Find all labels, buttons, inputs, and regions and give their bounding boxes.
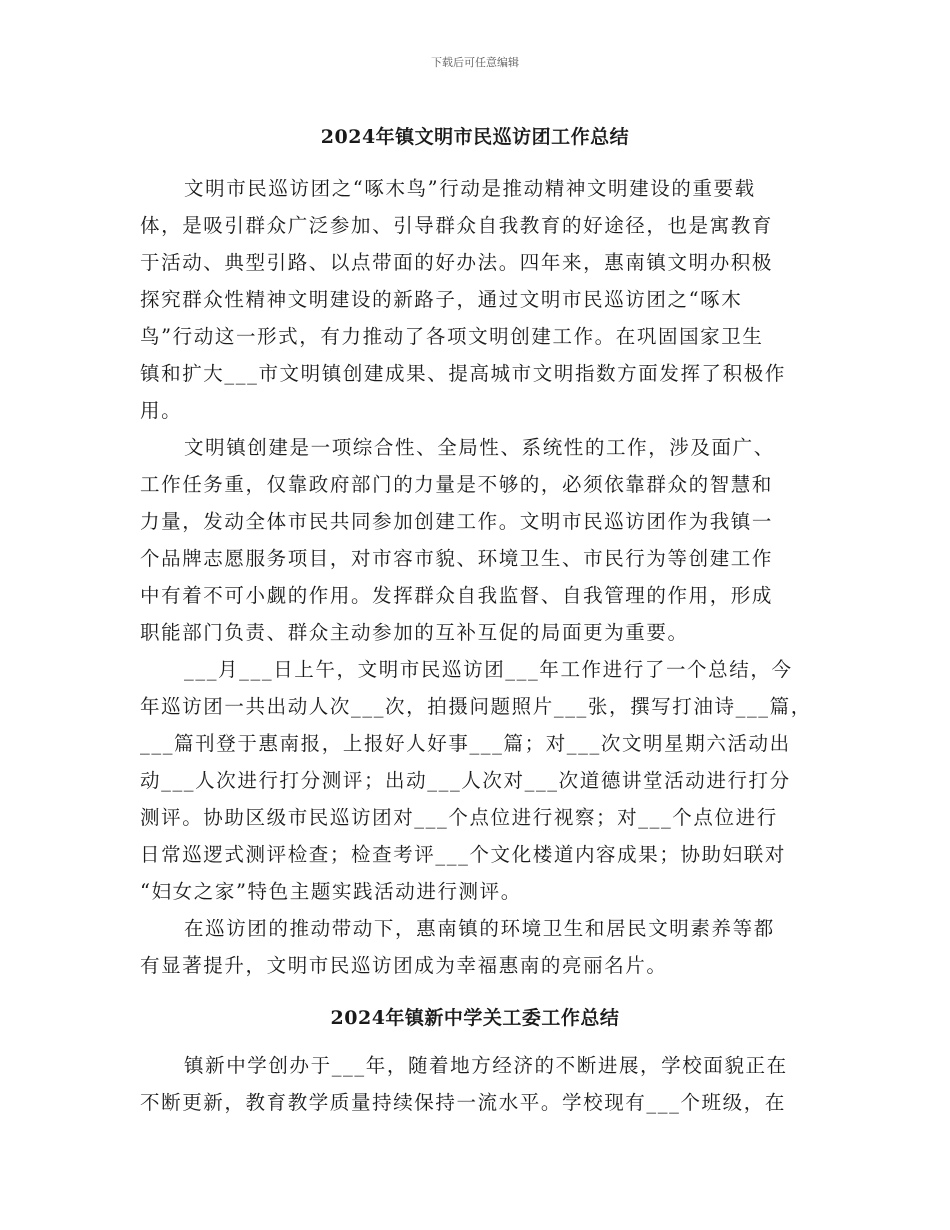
text-line: 工作任务重，仅靠政府部门的力量是不够的，必须依靠群众的智慧和: [140, 473, 774, 496]
text-line: “妇女之家”特色主题实践活动进行测评。: [140, 880, 522, 903]
text-line: 于活动、典型引路、以点带面的好办法。四年来，惠南镇文明办积极: [140, 251, 774, 274]
text-line: 镇新中学创办于___年，随着地方经济的不断进展，学校面貌正在: [184, 1054, 788, 1077]
text-line: 日常巡逻式测评检查；检查考评___个文化楼道内容成果；协助妇联对: [140, 843, 786, 866]
paragraph-1-4: [140, 910, 812, 984]
paragraph-2-1: [140, 1047, 812, 1121]
text-line: 动___人次进行打分测评；出动___人次对___次道德讲堂活动进行打分: [140, 769, 791, 792]
text-line: 年巡访团一共出动人次___次，拍摄问题照片___张，撰写打油诗___篇，: [140, 695, 812, 718]
text-line: 职能部门负责、群众主动参加的互补互促的局面更为重要。: [140, 621, 689, 644]
text-line: 在巡访团的推动带动下，惠南镇的环境卫生和居民文明素养等都: [184, 917, 775, 940]
text-line: 力量，发动全体市民共同参加创建工作。文明市民巡访团作为我镇一: [140, 510, 774, 533]
text-line: ___月___日上午，文明市民巡访团___年工作进行了一个总结，今: [184, 658, 793, 681]
text-line: 有显著提升，文明市民巡访团成为幸福惠南的亮丽名片。: [140, 954, 668, 977]
text-line: 文明市民巡访团之“啄木鸟”行动是推动精神文明建设的重要载: [184, 177, 756, 200]
text-line: ___篇刊登于惠南报，上报好人好事___篇；对___次文明星期六活动出: [140, 732, 791, 755]
text-line: 体，是吸引群众广泛参加、引导群众自我教育的好途径，也是寓教育: [140, 214, 774, 237]
text-line: 镇和扩大___市文明镇创建成果、提高城市文明指数方面发挥了积极作: [140, 362, 786, 385]
text-line: 探究群众性精神文明建设的新路子，通过文明市民巡访团之“啄木: [140, 288, 743, 311]
text-line: 鸟”行动这一形式，有力推动了各项文明创建工作。在巩固国家卫生: [140, 325, 764, 348]
section-title-1: 2024年镇文明市民巡访团工作总结: [320, 126, 630, 148]
text-line: 用。: [140, 399, 183, 422]
paragraph-1-1: [140, 170, 812, 429]
text-line: 不断更新，教育教学质量持续保持一流水平。学校现有___个班级，在: [140, 1091, 786, 1114]
paragraph-1-2: [140, 429, 812, 651]
section-title-2: 2024年镇新中学关工委工作总结: [330, 1007, 620, 1029]
page-header: 下载后可任意编辑: [431, 56, 519, 69]
text-line: 测评。协助区级市民巡访团对___个点位进行视察；对___个点位进行: [140, 806, 778, 829]
text-line: 个品牌志愿服务项目，对市容市貌、环境卫生、市民行为等创建工作: [140, 547, 774, 570]
text-line: 中有着不可小觑的作用。发挥群众自我监督、自我管理的作用，形成: [140, 584, 774, 607]
paragraph-1-3: [140, 651, 812, 910]
text-line: 文明镇创建是一项综合性、全局性、系统性的工作，涉及面广、: [184, 436, 775, 459]
